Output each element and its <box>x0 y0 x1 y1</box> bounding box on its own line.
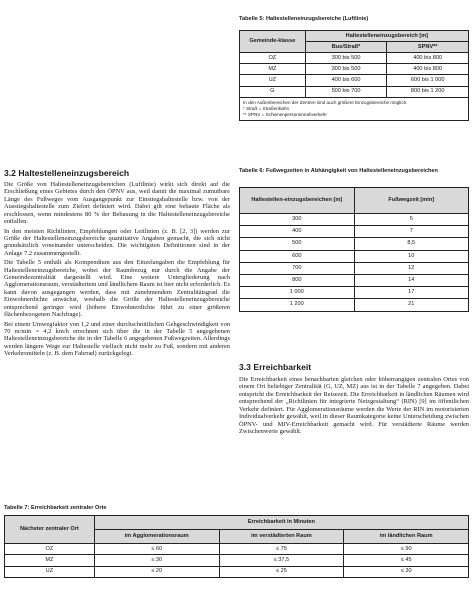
table7-cell: MZ <box>5 555 95 566</box>
table-row <box>240 75 469 86</box>
table-row <box>240 299 469 311</box>
table6-caption: Tabelle 6: Fußwegzeiten in Abhängigkeit von Haltestelleneinzugsbereichen <box>239 168 438 174</box>
table5 <box>239 30 469 121</box>
paragraph: Die Erreichbarkeit eines benachbarten gleichen oder höherrangigen zentralen Ortes von einem Ort beliebiger Zentralität (G, UZ, MZ) aus ist in der Tabelle 7 angegeben. Dabei entspricht die Erreichbarkeit der Reisezeit. Die Erreichbarkeit in ländlichen Räumen wird entsprechend der „Richtlinien für integrierte Netzgestaltung“ (RIN) [9] im öffentlichen Verkehr definiert. Für Agglomerationsräume werden die Werte der RIN im motorisierten Individualverkehr gewählt, weil in dieser Raumkategorie keine Unterscheidung zwischen ÖPNV- und MIV-Erreichbarkeit gemacht wird. Für verstädterte Räume werden Zwischenwerte gewählt. <box>239 376 469 435</box>
table5-cell: OZ <box>240 53 306 64</box>
table5-cell: 400 bis 600 <box>305 75 387 86</box>
table5-cell: 600 bis 1 000 <box>387 75 469 86</box>
table7-cell: ≤ 30 <box>94 555 219 566</box>
table7-cell: ≤ 75 <box>219 544 344 555</box>
table5-cell: MZ <box>240 64 306 75</box>
table6-cell: 800 <box>240 274 355 286</box>
table-row <box>5 544 469 555</box>
section-3-3-body <box>239 376 469 435</box>
table-row <box>240 64 469 75</box>
table7-header-agglo: im Agglomerationsraum <box>94 530 219 544</box>
table6-cell: 14 <box>354 274 468 286</box>
table-row <box>5 566 469 577</box>
table5-note: ** SPNV = Schienenpersonennahverkehr <box>243 111 327 117</box>
table5-cell: 400 bis 800 <box>387 53 469 64</box>
table5-cell: 300 bis 500 <box>305 53 387 64</box>
table5-note: * Straß = Straßenbahn <box>243 105 290 111</box>
table5-notes-row <box>240 97 469 120</box>
table6-cell: 500 <box>240 238 355 250</box>
table5-notes <box>240 97 469 120</box>
table6-cell: 700 <box>240 262 355 274</box>
table-row <box>240 214 469 226</box>
table-row <box>240 86 469 97</box>
table7-cell: ≤ 20 <box>94 566 219 577</box>
section-3-2-heading: 3.2 Haltestelleneinzugsbereich <box>4 168 130 178</box>
table7-header-ort: Nächster zentraler Ort <box>5 516 95 544</box>
table-row <box>240 226 469 238</box>
table6-cell: 10 <box>354 250 468 262</box>
table6-cell: 1 000 <box>240 287 355 299</box>
table7-cell: ≤ 60 <box>94 544 219 555</box>
table6-header-min: Fußwegzeit [min] <box>354 188 468 214</box>
table6-cell: 7 <box>354 226 468 238</box>
paragraph: Bei einem Umwegfaktor von 1,2 und einer durchschnittlichen Gehgeschwindigkeit von 70 m/min = 4,2 km/h errechnen sich über die in der Tabelle 5 angegebenen Haltestelleneinzugsbereiche die in der Tabelle 6 angegebenen Fußwegzeiten. Allerdings werden längere Wege zur Haltestelle vielfach nicht mehr zu Fuß, sondern mit anderen Verkehrsmitteln (z. B. dem Fahrrad) zurückgelegt. <box>4 320 230 358</box>
table6 <box>239 187 469 312</box>
paragraph: Die Größe von Haltestelleneinzugsbereichen (Luftlinie) wirkt sich direkt auf die Erschließung eines Gebietes durch den ÖPNV aus, weil damit die maximal zumutbare Länge des Fußweges vom Ausgangspunkt zur Einstiegshaltestelle bzw. von der Ausstiegshaltestelle zum Zielort definiert wird. Dabei gilt eine bebaute Fläche als erschlossen, wenn mindestens 80 % der Bebauung in die Haltestelleneinzugsbereiche entfallen. <box>4 181 230 226</box>
paragraph: In den meisten Richtlinien, Empfehlungen oder Leitlinien (z. B. [2, 3]) werden zur Größe der Haltestelleneinzugsbereiche quantitative Angaben gemacht, die sich nicht grundsätzlich voneinander unterscheiden. Die wichtigsten Definitionen sind in der Anlage 7.2 zusammengestellt. <box>4 227 230 257</box>
table6-cell: 600 <box>240 250 355 262</box>
table7-cell: ≤ 90 <box>344 544 469 555</box>
table7 <box>4 515 469 578</box>
table-row <box>240 274 469 286</box>
table5-cell: 500 bis 700 <box>305 86 387 97</box>
table5-header-einzugsbereich: Haltestelleneinzugsbereich [m] <box>305 31 468 42</box>
table7-header-verst: im verstädterten Raum <box>219 530 344 544</box>
table7-caption: Tabelle 7: Erreichbarkeit zentraler Orte <box>4 505 107 511</box>
table5-header-klasse: Gemeinde-klasse <box>240 31 306 53</box>
table5-cell: 800 bis 1 200 <box>387 86 469 97</box>
table5-header-bus: Bus/Straß* <box>305 42 387 53</box>
table7-cell: ≤ 45 <box>344 555 469 566</box>
table5-cell: 400 bis 800 <box>387 64 469 75</box>
table6-header-m: Haltestellen-einzugsbereichen [m] <box>240 188 355 214</box>
table-row <box>240 53 469 64</box>
table5-note: In den Außenbereichen der Zentren sind auch größere Einzugsbereiche möglich. <box>243 99 408 105</box>
table-row <box>240 287 469 299</box>
table7-cell: ≤ 25 <box>219 566 344 577</box>
table5-cell: G <box>240 86 306 97</box>
table6-cell: 1 200 <box>240 299 355 311</box>
table-row <box>5 555 469 566</box>
table7-header-group: Erreichbarkeit in Minuten <box>94 516 468 530</box>
table6-cell: 400 <box>240 226 355 238</box>
section-3-3-heading: 3.3 Erreichbarkeit <box>239 362 312 372</box>
table6-cell: 17 <box>354 287 468 299</box>
paragraph: Die Tabelle 5 enthält als Kompendium aus den Einzelangaben die Empfehlung für Haltestelleneinzugsbereiche, wobei der Raumbezug nur durch die Angabe der Gemeindezentralität dargestellt wird. Eine weitere Untergliederung nach Agglomerationsraum, verstädtertem und ländlichem Raum ist hier nicht erforderlich. Es kann davon ausgegangen werden, dass mit zunehmendem Zentralitätsgrad die Einwohnerdichte anwächst, weshalb die Größe der Haltestelleneinzugsbereiche entsprechend geringer wird (höhere Einwohnerdichte führt zu einer größeren flächenbezogenen Nachfrage). <box>4 259 230 319</box>
table7-cell: OZ <box>5 544 95 555</box>
section-3-2-body <box>4 181 230 358</box>
table6-cell: 300 <box>240 214 355 226</box>
table-row <box>240 238 469 250</box>
table6-cell: 21 <box>354 299 468 311</box>
table5-cell: UZ <box>240 75 306 86</box>
table6-cell: 12 <box>354 262 468 274</box>
table6-cell: 8,5 <box>354 238 468 250</box>
table5-header-spnv: SPNV** <box>387 42 469 53</box>
table7-cell: ≤ 37,5 <box>219 555 344 566</box>
table-row <box>240 262 469 274</box>
table7-cell: UZ <box>5 566 95 577</box>
table7-header-laendl: im ländlichen Raum <box>344 530 469 544</box>
table-row <box>240 250 469 262</box>
table6-cell: 5 <box>354 214 468 226</box>
table7-cell: ≤ 30 <box>344 566 469 577</box>
table5-caption: Tabelle 5: Haltestelleneinzugsbereiche (Luftlinie) <box>239 16 369 22</box>
table5-cell: 300 bis 500 <box>305 64 387 75</box>
